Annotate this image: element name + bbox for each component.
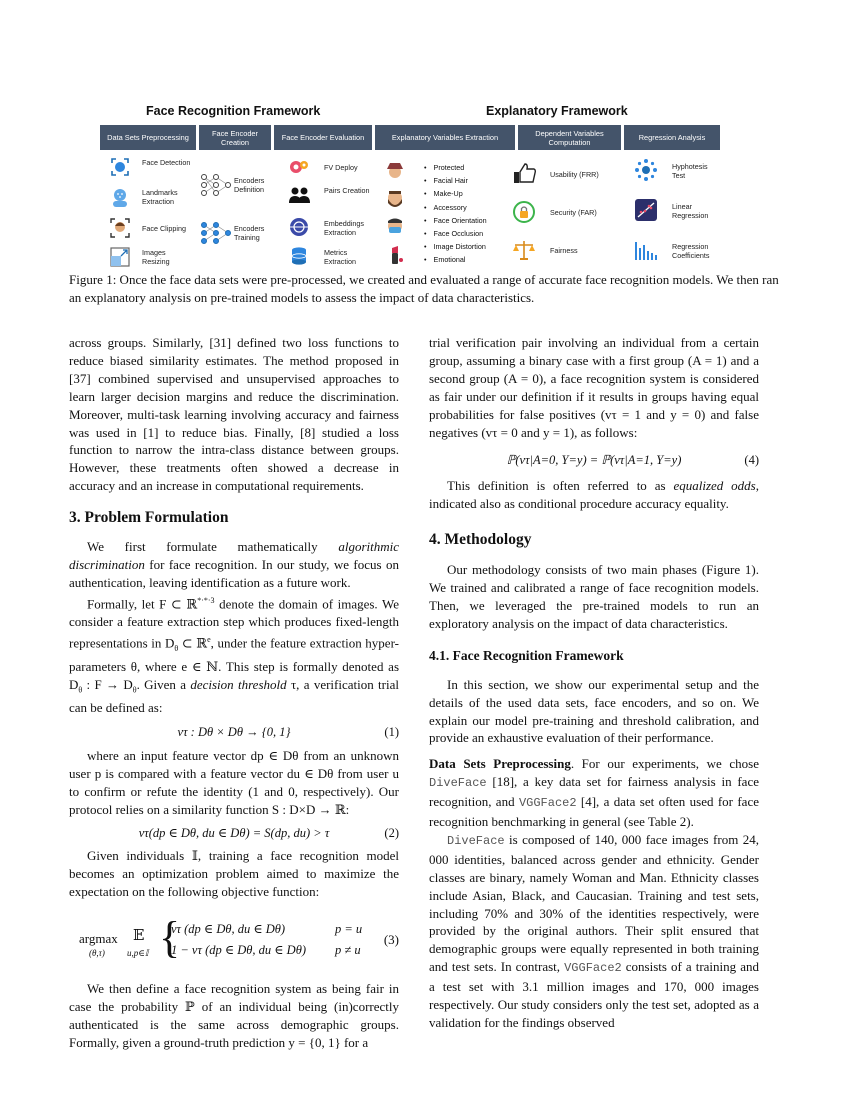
landmarks-icon [109,186,131,208]
fv-deploy-icon [288,156,310,178]
figure-1 [98,100,750,268]
bullet-emotional: • Emotional [424,253,524,266]
paragraph-formal-definition: Formally, let F ⊂ ℝ$^{*\cdot*\cdot 3}$ denote the domain of images. We consider a feature extraction step which produces fixed-length representations in $D_\theta$ ⊂ ℝ$^e$, under the feature extraction hyper-parameters θ, where e ∈ ℕ. This step is formally denoted as $D_\theta$ : $F \to D_\theta$. Given a decision threshold τ, a verification trial can be defined as: [69,595,399,716]
resize-icon [109,246,131,268]
lipstick-icon [384,244,406,266]
equation-3: argmax (θ,τ) 𝔼 u,p∈𝕀 { vτ (dp ∈ Dθ, du ∈ Dθ) p = u 1 − vτ (dp ∈ Dθ, du ∈ Dθ) p ≠ u (3) [79,913,399,963]
figure-caption: Figure 1: Once the face data sets were pre-processed, we created and evaluated a range of accurate face recognition models. We then ran an explanatory analysis on pre-trained models to assess the impact of data characteristics. [69,272,779,305]
neural-net-definition-icon [200,172,232,198]
equation-1: vτ : Dθ × Dθ → {0, 1} (1) [177,725,399,740]
paragraph-framework-intro: In this section, we show our experimental setup and the details of the used data sets, face encoders, and so on. We explain our model pre-training and threshold calibration, and provide an exhaustive evaluation of their performance. [429,676,759,746]
face-clipping-icon [109,217,131,239]
item-images-resizing: Images Resizing [142,248,170,266]
figure-title-left: Face Recognition Framework [146,104,321,118]
item-fairness: Fairness [550,246,578,255]
item-face-clipping: Face Clipping [142,224,186,233]
item-embeddings-extraction: Embeddings Extraction [324,219,364,237]
section-3-heading: 3. Problem Formulation [69,509,229,527]
bullet-face-orientation: • Face Orientation [424,214,524,227]
item-hypothesis-test: Hyphotesis Test [672,162,708,180]
neural-net-training-icon [200,220,232,246]
scales-icon [512,238,536,262]
paragraph-equalized-odds: This definition is often referred to as equalized odds, indicated also as conditional procedure accuracy equality. [429,478,759,512]
item-usability: Usability (FRR) [550,170,599,179]
section-4-heading: 4. Methodology [429,531,532,549]
item-encoders-training: Encoders Training [234,224,265,242]
equation-2: vτ(dp ∈ Dθ, du ∈ Dθ) = S(dp, du) > τ (2) [138,825,399,840]
pairs-icon [288,184,310,206]
bullet-image-distortion: • Image Distortion [424,240,524,253]
paragraph-fairness-definition: We then define a face recognition system as being fair in case the probability ℙ of an individual being (in)correctly authenticated is the same across demographic groups. Formally, given a ground-truth prediction y = {0, 1} for a [69,981,399,1051]
bullet-make-up: • Make-Up [424,187,524,200]
bullet-protected: • Protected [424,161,524,174]
hat-person-icon [384,160,406,182]
figure-title-right: Explanatory Framework [486,104,628,118]
item-linear-regression: Linear Regression [672,202,709,220]
explanatory-variables-list [424,161,524,267]
band-preprocessing: Data Sets Preprocessing [100,125,196,150]
right-column [429,334,759,1032]
band-encoder-creation: Face Encoder Creation [199,125,271,150]
bearded-face-icon [384,188,406,210]
band-dependent: Dependent Variables Computation [518,125,621,150]
item-fv-deploy: FV Deploy [324,163,358,172]
embeddings-icon [288,216,310,238]
paragraph-optimization: Given individuals 𝕀, training a face recognition model becomes an optimization problem aimed to maximize the expectation on the following objective function: [69,847,399,899]
item-pairs-creation: Pairs Creation [324,186,370,195]
paragraph-methodology: Our methodology consists of two main phases (Figure 1). We trained and calibrated a range of face recognition models. Then, we leveraged the pre-trained models to run an exploratory analysis on the impact of data characteristics. [429,562,759,631]
band-encoder-evaluation: Face Encoder Evaluation [274,125,372,150]
item-metrics-extraction: Metrics Extraction [324,248,356,266]
band-explanatory: Explanatory Variables Extraction [375,125,515,150]
paragraph-diveface: DiveFace is composed of 140, 000 face images from 24, 000 identities, balanced across gender and ethnicity. Gender classes are binary, namely Woman and Man. Ethnicity classes include Asian, Black, and Caucasian. Training and test sets, including 70% and 30% of the identities respectively, were provided by the original authors. Their split ensured that demographic groups were equally represented in both training and test sets. In contrast, VGGFace2 consists of a training and a test set with 3.1 million images and 170, 000 images respectively. Our study considers only the test set, adopted as a validation for the findings observed [429,831,759,1030]
item-encoders-definition: Encoders Definition [234,176,265,194]
item-regression-coefficients: Regression Coefficients [672,242,710,260]
band-regression: Regression Analysis [624,125,720,150]
bullet-face-occlusion: • Face Occlusion [424,227,524,240]
paragraph-trial-pair: trial verification pair involving an individual from a certain group, assuming a binary case with a first group (A = 1) and a second group (A = 0), a face recognition system is considered as fair under our definition if it results in groups having equal probabilities for false positives (vτ = 1 and y = 0) and false negatives (vτ = 0 and y = 1), as follows: [429,335,759,440]
item-security: Security (FAR) [550,208,597,217]
hypothesis-test-icon [634,158,658,182]
linear-regression-icon [634,198,658,222]
item-face-detection: Face Detection [142,158,191,167]
bullet-accessory: • Accessory [424,201,524,214]
face-detection-icon [109,156,131,178]
item-landmarks: Landmarks Extraction [142,188,178,206]
security-lock-icon [512,200,536,224]
masked-face-icon [384,216,406,238]
metrics-database-icon [288,245,310,267]
thumbs-up-icon [512,162,538,186]
bar-chart-icon [634,238,660,260]
paragraph-feature-vector: where an input feature vector dp ∈ Dθ from an unknown user p is compared with a feature vector du ∈ Dθ from user u to confirm or refute the identity (1 and 0, respectively). Our protocol relies on a similarity function S : D×D → ℝ: [69,748,399,817]
bullet-facial-hair: • Facial Hair [424,174,524,187]
paragraph-formulation-intro: We first formulate mathematically algorithmic discrimination for face recognition. In our study, we focus on authentication, leaving identification as a future work. [69,539,399,590]
paragraph-related-work: across groups. Similarly, [31] defined two loss functions to reduce biased similarity estimates. The method proposed in [37] combined supervised and unsupervised approaches to learn larger decision margins and reduce the discrimination. Moreover, multi-task learning involving accuracy and fairness was used in [1] to reduce bias. Finally, [8] studied a loss function to narrow the intra-class distance between groups. However, these treatments often showed a decrease in accuracy and an increase in computational requirements. [69,335,399,494]
equation-4: ℙ(vτ|A=0, Y=y) = ℙ(vτ|A=1, Y=y) (4) [506,453,759,468]
left-column [69,334,399,1052]
section-4-1-heading: 4.1. Face Recognition Framework [429,647,624,663]
paragraph-data-sets: Data Sets Preprocessing. For our experiments, we chose DiveFace [18], a key data set for fairness analysis in face recognition, and VGGFace2 [4], a data set often used for face recognition benchmarking in general (see Table 2). [429,756,759,830]
